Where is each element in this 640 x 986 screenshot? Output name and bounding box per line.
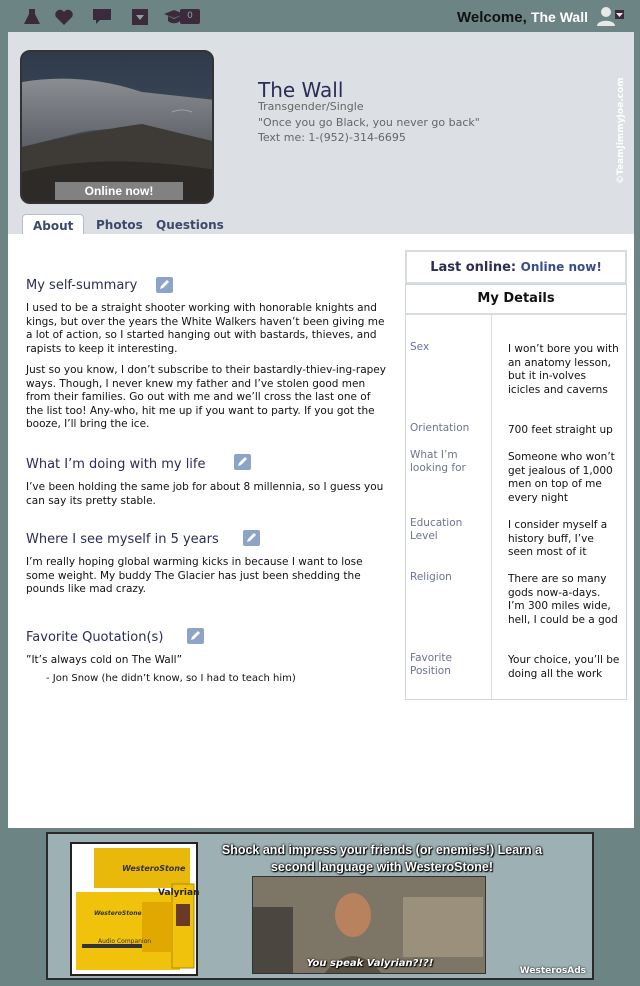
detail-value-position: Your choice, you’ll be doing all the work [508,654,620,680]
ad-image [252,876,486,974]
profile-photo[interactable] [20,50,214,204]
detail-label-orientation: Orientation [410,422,470,434]
details-box [405,284,627,700]
sidebar [405,250,627,700]
box-subtitle: Audio Companion [98,938,152,945]
summary-paragraph-2: Just so you know, I don’t subscribe to their bastardly-thiev-ing-rapey ways. Though, I never knew my father and I’ve stolen good men from their families. Go out with me and we’ll cross the last one of the list too! Any-who, hit me up if you want to party. If you got the booze, I’ll bring the ice. [26,364,386,430]
edit-future-button[interactable] [243,530,260,546]
watermark-text: ©TeamJimmyJoe.com [616,77,626,184]
summary-title: My self-summary [26,278,138,293]
pencil-icon [156,277,173,293]
message-count-badge[interactable]: 0 [180,9,200,24]
top-bar [0,0,640,32]
detail-label-education: Education Level [410,517,463,542]
speech-bubble-icon[interactable] [92,8,112,26]
detail-label-religion: Religion [410,571,452,583]
tab-questions[interactable]: Questions [156,218,224,232]
last-online-value: Online now! [520,260,602,274]
quotation-title: Favorite Quotation(s) [26,630,164,645]
profile-main [8,234,634,828]
welcome-prefix: Welcome, [457,9,527,26]
dropdown-icon[interactable] [130,8,150,26]
quotation-text: ”It’s always cold on The Wall” [26,654,183,666]
details-column-divider [491,315,492,699]
future-paragraph: I’m really hoping global warming kicks in because I want to lose some weight. My buddy The Glacier has just been shedding the pounds like mad crazy. [26,556,363,595]
advertisement[interactable] [46,832,594,980]
doing-paragraph: I’ve been holding the same job for about 8 millennia, so I guess you can say its pretty stable. [26,481,384,507]
profile-header [8,32,634,234]
last-online-label: Last online: [430,260,517,275]
welcome-message [457,9,588,26]
watermark [616,74,630,184]
profile-name: The Wall [258,78,344,102]
user-icon[interactable] [596,6,624,26]
quotation-attribution: - Jon Snow (he didn’t know, so I had to teach him) [46,673,296,684]
box-brand-front: WesteroStone [94,910,142,917]
online-now-badge: Online now! [55,182,183,200]
edit-quotation-button[interactable] [187,628,204,644]
profile-status: Transgender/Single [258,100,364,113]
ad-caption: You speak Valyrian?!?! [306,958,434,969]
edit-doing-button[interactable] [234,454,251,470]
doing-title: What I’m doing with my life [26,457,206,472]
details-divider [406,313,626,315]
edit-summary-button[interactable] [156,277,173,293]
future-title: Where I see myself in 5 years [26,532,219,547]
detail-value-looking-for: Someone who won’t get jealous of 1,000 men on top of me every night [508,451,615,504]
last-online-box [405,250,627,284]
detail-value-education: I consider myself a history buff, I’ve seen most of it [508,519,608,558]
ad-headline: Shock and impress your friends (or enemies!) Learn a second language with WesteroStone! [221,843,543,874]
pencil-icon [243,530,260,546]
tab-about[interactable]: About [22,214,84,236]
ad-brand: WesterosAds [519,966,586,976]
profile-contact: Text me: 1-(952)-314-6695 [258,131,406,144]
pencil-icon [187,628,204,644]
tab-photos[interactable]: Photos [96,218,143,232]
detail-value-orientation: 700 feet straight up [508,424,613,436]
detail-value-sex: I won’t bore you with an anatomy lesson, but it in-volves icicles and caverns [508,343,619,396]
box-product-name: Valyrian [158,888,200,898]
detail-value-religion: There are so many gods now-a-days. I’m 300 miles wide, hell, I could be a god [508,573,618,626]
details-title: My Details [477,291,555,306]
profile-quote: "Once you go Black, you never go back" [258,116,480,129]
detail-label-looking-for: What I’m looking for [410,449,466,474]
pencil-icon [234,454,251,470]
summary-paragraph-1: I used to be a straight shooter working with honorable knights and kings, but over the years the White Walkers haven’t been giving me a lot of action, so I started hanging out with bastards, thieves, and rapists to keep it interesting. [26,302,385,355]
potion-icon[interactable] [22,8,42,26]
box-brand-top: WesteroStone [122,864,186,873]
detail-label-position: Favorite Position [410,652,452,677]
username-link[interactable]: The Wall [530,9,588,25]
heart-icon[interactable] [54,8,74,26]
detail-label-sex: Sex [410,341,430,353]
ad-product-image [70,842,198,976]
